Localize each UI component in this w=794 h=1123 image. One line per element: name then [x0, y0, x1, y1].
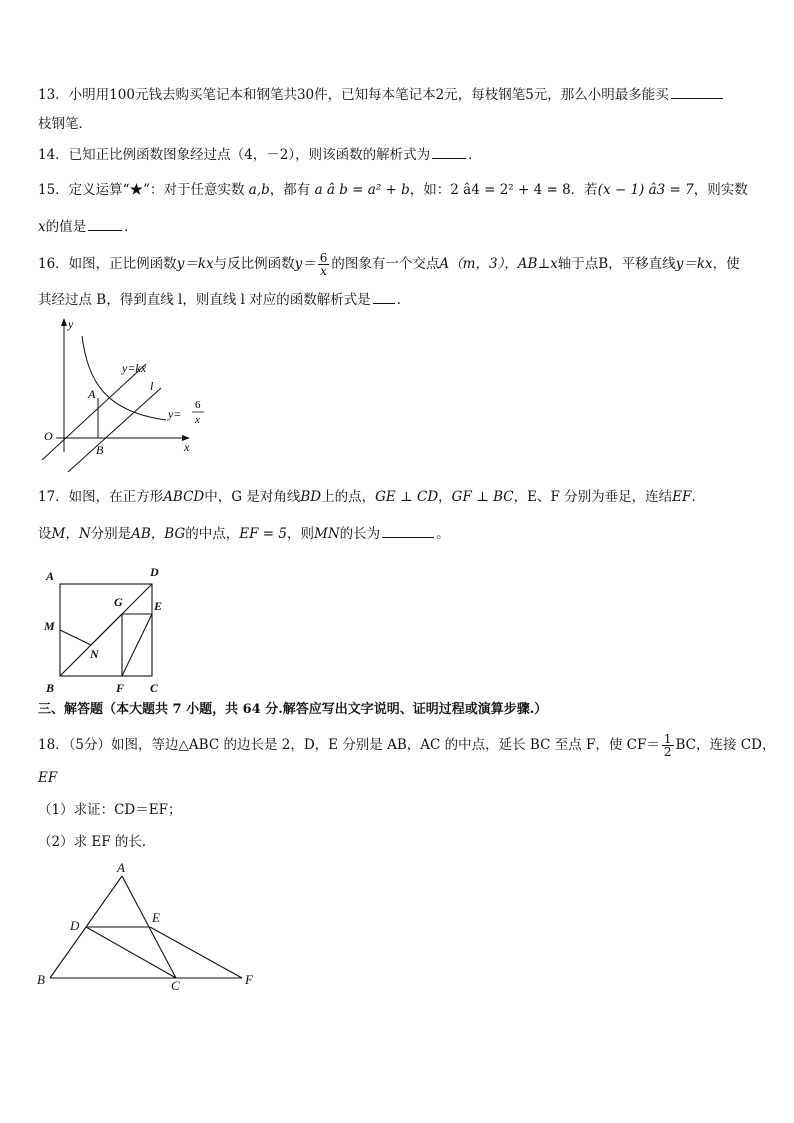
q16-line-l — [68, 388, 161, 472]
q15-example: 2 â4 = 2² + 4 = 8 — [450, 182, 571, 198]
q15-definition: a â b = a² + b — [314, 182, 410, 198]
q18-sub2: （2）求 EF 的长． — [38, 834, 156, 850]
q16-label-x: x — [184, 440, 190, 454]
q16-line2 — [38, 289, 410, 310]
q16-func-inverse: y＝ — [294, 256, 316, 272]
q17-line2 — [38, 523, 450, 544]
q17-segment-ef — [122, 614, 152, 676]
q15-text-1: 15．定义运算“★”：对于任意实数 — [38, 182, 245, 198]
q15-vars: a,b — [248, 182, 270, 198]
q17-text-7: 设 — [38, 526, 52, 542]
q17-label-n: N — [90, 647, 99, 661]
q13-line2: 枝钢笔． — [38, 116, 92, 132]
q16-func-direct: y＝kx — [176, 256, 214, 272]
q17-abbg: AB，BG — [131, 526, 186, 542]
q16-text-1: 16．如图，正比例函数 — [38, 256, 177, 272]
q17-text-9: 的中点， — [185, 526, 240, 542]
q18-label-e: E — [152, 910, 160, 925]
q17-text-8: 分别是 — [90, 526, 132, 542]
q16-point: A（m，3），AB⊥x — [439, 256, 558, 272]
q16-text-4: 轴于点 — [557, 256, 599, 272]
q16-label-y: y — [68, 317, 74, 331]
q13-text: 13．小明用100元钱去购买笔记本和钢笔共30件，已知每本笔记本2元，每枝钢笔5元，那么小明最多能买 — [38, 87, 669, 103]
q17-label-g: G — [114, 595, 123, 609]
q18-line2: EF — [38, 770, 58, 786]
q17-mn-2: MN — [314, 526, 340, 542]
q17-label-a: A — [46, 569, 55, 583]
q15-text-6: 的值是 — [45, 219, 87, 235]
q16-label-inv-num: 6 — [195, 399, 201, 411]
q16-figure — [36, 312, 216, 472]
q15-line1 — [38, 180, 748, 200]
q16-line1 — [38, 252, 740, 277]
q14-answer-blank[interactable] — [432, 144, 466, 159]
q18-fraction — [662, 733, 674, 758]
q17-figure — [38, 560, 178, 700]
q18-label-c: C — [171, 978, 180, 990]
q17-line1 — [38, 487, 705, 507]
q17-ef: EF — [672, 489, 692, 505]
q15-text-4: ．若 — [570, 182, 598, 198]
q15-text-5: ，则实数 — [693, 182, 748, 198]
q17-text-6: ． — [691, 489, 705, 505]
q16-text-7: 其经过点 B，得到直线 l，则直线 l 对应的函数解析式是 — [38, 292, 371, 308]
q17-label-m: M — [44, 619, 55, 633]
q16-end: ． — [396, 292, 411, 308]
q17-segment-ng — [91, 614, 122, 645]
q17-ge: GE ⊥ CD — [375, 489, 439, 505]
q16-text-3: 的图象有一个交点 — [331, 256, 440, 272]
q17-text-5: ，E、F 分别为垂足，连结 — [513, 489, 673, 505]
q15-var-x: x — [38, 219, 46, 235]
q16-frac-den: x — [320, 264, 327, 278]
section3-heading: 三、解答题（本大题共 7 小题，共 64 分.解答应写出文字说明、证明过程或演算步骤.） — [38, 702, 548, 717]
q17-gf: GF ⊥ BC — [451, 489, 514, 505]
q17-square: ABCD — [163, 489, 205, 505]
q16-text-2: 与反比例函数 — [213, 256, 295, 272]
q18-line1 — [38, 733, 775, 758]
q16-label-o: O — [44, 429, 53, 443]
q13-answer-blank[interactable] — [671, 84, 723, 99]
q17-label-e: E — [154, 599, 163, 613]
q17-label-f: F — [116, 681, 125, 695]
q16-label-inv-den: x — [195, 414, 200, 426]
q16-fraction — [318, 252, 330, 277]
q18-segment-ef — [150, 927, 242, 978]
q18-label-d: D — [70, 918, 80, 933]
q17-ef-value: EF = 5 — [239, 526, 287, 542]
q16-label-a: A — [88, 387, 96, 401]
q15-line2 — [38, 216, 138, 237]
q17-segment-mn — [60, 630, 91, 645]
q17-text-1: 17．如图，在正方形 — [38, 489, 164, 505]
q16-label-kx: y=kx — [122, 361, 147, 375]
q17-label-c: C — [150, 681, 159, 695]
q17-label-d: D — [150, 565, 159, 579]
q15-text-3: ，如： — [409, 182, 451, 198]
q17-text-11: 的长为 — [339, 526, 381, 542]
q17-text-4: ， — [438, 489, 452, 505]
q16-hyperbola — [82, 336, 166, 420]
q17-end: 。 — [436, 526, 450, 542]
q16-label-l: l — [150, 379, 154, 393]
q16-answer-blank[interactable] — [373, 289, 395, 304]
q13-line1 — [38, 84, 725, 105]
q16-y-arrow — [61, 318, 67, 326]
q18-text-1: 18．（5分）如图，等边△ABC 的边长是 2，D，E 分别是 AB，AC 的中点，延长 BC 至点 F，使 CF＝ — [38, 737, 660, 753]
q15-text-2: ，都有 — [269, 182, 311, 198]
q17-bd: BD — [300, 489, 322, 505]
q16-text-6: ，使 — [712, 256, 740, 272]
q15-condition: (x − 1) â3 = 7 — [597, 182, 694, 198]
q16-label-inv: y= — [168, 407, 182, 421]
q17-label-b: B — [46, 681, 55, 695]
q18-frac-den: 2 — [663, 745, 672, 759]
q18-figure — [34, 860, 264, 990]
q16-label-b: B — [96, 443, 104, 457]
q17-answer-blank[interactable] — [382, 523, 434, 538]
q17-text-2: 中，G 是对角线 — [204, 489, 301, 505]
q18-label-b: B — [37, 972, 45, 987]
q18-label-f: F — [245, 972, 253, 987]
q18-frac-num: 1 — [663, 732, 672, 746]
q18-sub1: （1）求证：CD＝EF； — [38, 802, 182, 818]
q18-label-a: A — [117, 860, 125, 875]
q15-answer-blank[interactable] — [88, 216, 122, 231]
q14-line — [38, 144, 482, 165]
q17-text-3: 上的点， — [321, 489, 376, 505]
q14-end: ． — [468, 147, 482, 163]
q17-text-10: ，则 — [287, 526, 314, 542]
q18-text-2: BC，连接 CD， — [675, 737, 776, 753]
q14-text: 14．已知正比例函数图象经过点（4，－2），则该函数的解析式为 — [38, 147, 431, 163]
q16-frac-num: 6 — [319, 251, 328, 265]
q16-func-direct-2: y＝kx — [675, 256, 713, 272]
q15-end: ． — [124, 219, 138, 235]
q17-mn: M，N — [51, 526, 91, 542]
q16-text-5: B，平移直线 — [598, 256, 676, 272]
